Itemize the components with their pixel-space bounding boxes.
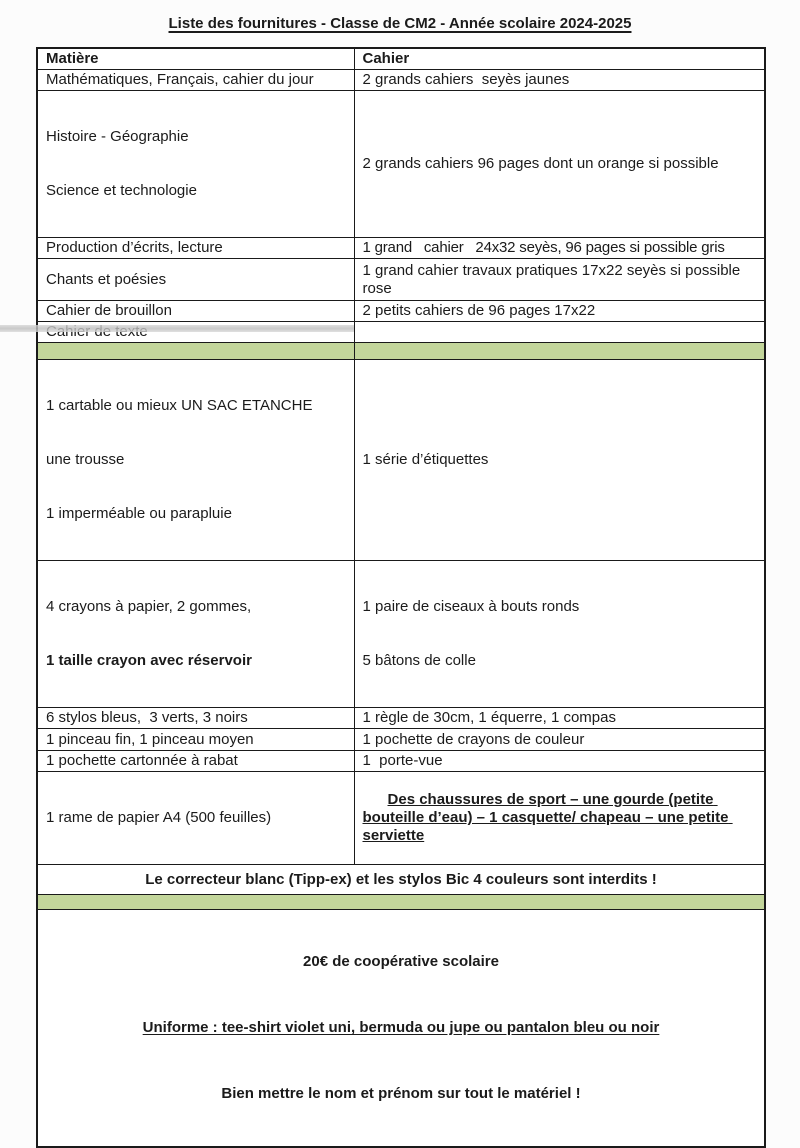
- table-row-maths: [37, 70, 765, 91]
- notice-row: [37, 865, 765, 895]
- matiere-cell: Chants et poésies: [37, 259, 354, 301]
- cell-line: Des chaussures de sport – une gourde (petite bouteille d’eau) – 1 casquette/ chapeau – une petite serviette: [362, 791, 733, 844]
- supplies-table: [36, 47, 766, 1148]
- green-highlight-cell: [354, 343, 765, 360]
- table-row-stylos: [37, 708, 765, 729]
- uniforme-line: Uniforme : tee-shirt violet uni, bermuda ou jupe ou pantalon bleu ou noir: [142, 1019, 660, 1036]
- matiere-cell: 1 rame de papier A4 (500 feuilles): [37, 772, 354, 865]
- cahier-cell: 1 porte-vue: [354, 751, 765, 772]
- cell-line: une trousse: [46, 451, 125, 468]
- matiere-cell: 1 pochette cartonnée à rabat: [37, 751, 354, 772]
- cahier-cell: 1 grand cahier 24x32 seyès, 96 pages si possible gris: [354, 238, 765, 259]
- matiere-cell: Mathématiques, Français, cahier du jour: [37, 70, 354, 91]
- cell-line: 1 cartable ou mieux UN SAC ETANCHE: [46, 397, 313, 414]
- table-row-pinceaux: [37, 729, 765, 751]
- footer-row: [37, 910, 765, 1148]
- cell-line: 5 bâtons de colle: [362, 652, 476, 669]
- cahier-cell: 2 petits cahiers de 96 pages 17x22: [354, 301, 765, 322]
- footer-cell: [37, 910, 765, 1148]
- matiere-cell: [37, 561, 354, 708]
- table-header-row: [37, 48, 765, 70]
- matiere-cell: Production d’écrits, lecture: [37, 238, 354, 259]
- cahier-cell: [354, 772, 765, 865]
- cahier-cell: 1 grand cahier travaux pratiques 17x22 seyès si possible rose: [354, 259, 765, 301]
- cahier-cell: 1 série d’étiquettes: [354, 360, 765, 561]
- table-row-brouillon: [37, 301, 765, 322]
- notice-text: Le correcteur blanc (Tipp-ex) et les stylos Bic 4 couleurs sont interdits !: [37, 865, 765, 895]
- page-title-text: Liste des fournitures - Classe de CM2 - Année scolaire 2024-2025: [168, 15, 632, 32]
- separator-row-green-2: [37, 895, 765, 910]
- cell-line: 1 paire de ciseaux à bouts ronds: [362, 598, 580, 615]
- cahier-cell: 2 grands cahiers 96 pages dont un orange si possible: [354, 91, 765, 238]
- nom-prenom-line: Bien mettre le nom et prénom sur tout le matériel !: [221, 1085, 581, 1102]
- cahier-cell: [354, 561, 765, 708]
- matiere-cell: [37, 91, 354, 238]
- table-row-chants: [37, 259, 765, 301]
- table-row-rame: [37, 772, 765, 865]
- matiere-cell: [37, 360, 354, 561]
- page-title: [0, 0, 800, 32]
- table-row-production: [37, 238, 765, 259]
- table-row-pochette: [37, 751, 765, 772]
- green-highlight-cell: [37, 343, 354, 360]
- cell-line: 1 taille crayon avec réservoir: [46, 652, 252, 669]
- green-highlight-cell: [37, 895, 765, 910]
- cell-line: 4 crayons à papier, 2 gommes,: [46, 598, 252, 615]
- table-row-cartable: [37, 360, 765, 561]
- matiere-cell: 6 stylos bleus, 3 verts, 3 noirs: [37, 708, 354, 729]
- cahier-cell: [354, 322, 765, 343]
- cell-line: Histoire - Géographie: [46, 128, 189, 145]
- table-row-histoire: [37, 91, 765, 238]
- col-header-cahier: Cahier: [354, 48, 765, 70]
- cahier-cell: 2 grands cahiers seyès jaunes: [354, 70, 765, 91]
- scan-artifact-band: [0, 325, 354, 332]
- cahier-cell: 1 pochette de crayons de couleur: [354, 729, 765, 751]
- matiere-cell: Cahier de brouillon: [37, 301, 354, 322]
- cell-line: Science et technologie: [46, 182, 197, 199]
- cell-line: 1 imperméable ou parapluie: [46, 505, 232, 522]
- table-row-crayons: [37, 561, 765, 708]
- matiere-cell: 1 pinceau fin, 1 pinceau moyen: [37, 729, 354, 751]
- cooperative-line: 20€ de coopérative scolaire: [303, 953, 499, 970]
- col-header-matiere: Matière: [37, 48, 354, 70]
- separator-row-green: [37, 343, 765, 360]
- cahier-cell: 1 règle de 30cm, 1 équerre, 1 compas: [354, 708, 765, 729]
